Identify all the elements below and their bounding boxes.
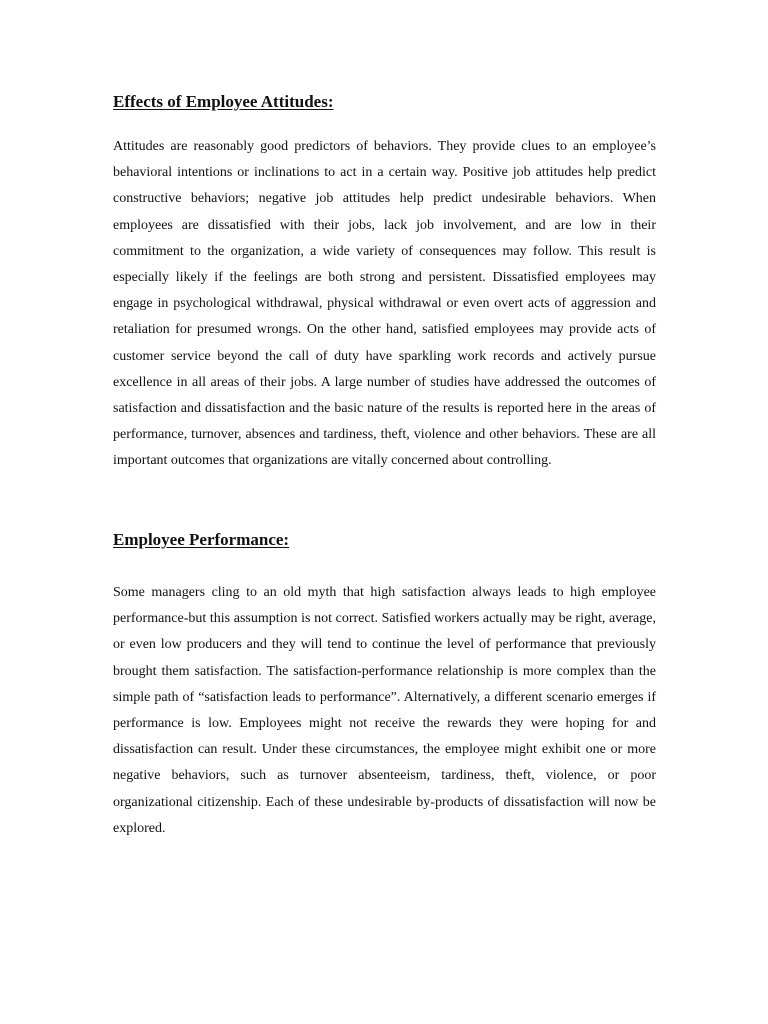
section-heading-effects-of-employee-attitudes: Effects of Employee Attitudes: <box>113 92 334 111</box>
section-heading-employee-performance: Employee Performance: <box>113 530 290 549</box>
paragraph-employee-attitudes: Attitudes are reasonably good predictors of behaviors. They provide clues to an employee’s behavioral intentions or inclinations to act in a certain way. Positive job attitudes help predict constructive behaviors; negative job attitudes help predict undesirable behaviors. When employees are dissatisfied with their jobs, lack job involvement, and are low in their commitment to the organization, a wide variety of consequences may follow. This result is especially likely if the feelings are both strong and persistent. Dissatisfied employees may engage in psychological withdrawal, physical withdrawal or even overt acts of aggression and retaliation for presumed wrongs. On the other hand, satisfied employees may provide acts of customer service beyond the call of duty have sparkling work records and actively pursue excellence in all areas of their jobs. A large number of studies have addressed the outcomes of satisfaction and dissatisfaction and the basic nature of the results is reported here in the areas of performance, turnover, absences and tardiness, theft, violence and other behaviors. These are all important outcomes that organizations are vitally concerned about controlling. <box>113 139 656 469</box>
paragraph-employee-performance: Some managers cling to an old myth that high satisfaction always leads to high employee performance-but this assumption is not correct. Satisfied workers actually may be right, average, or even low producers and they will tend to continue the level of performance that previously brought them satisfaction. The satisfaction-performance relationship is more complex than the simple path of “satisfaction leads to performance”. Alternatively, a different scenario emerges if performance is low. Employees might not receive the rewards they were hoping for and dissatisfaction can result. Under these circumstances, the employee might exhibit one or more negative behaviors, such as turnover absenteeism, tardiness, theft, violence, or poor organizational citizenship. Each of these undesirable by-products of dissatisfaction will now be explored. <box>113 585 656 836</box>
